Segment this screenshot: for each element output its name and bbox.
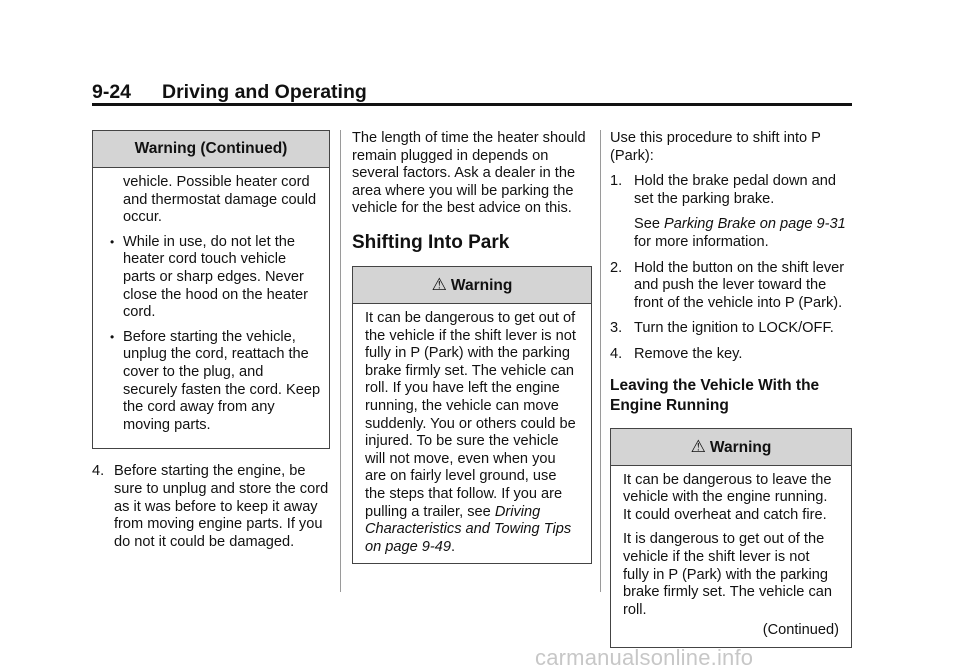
step-text: Remove the key.	[634, 345, 743, 362]
warning-box-body	[611, 466, 851, 647]
step-number: 4.	[92, 463, 105, 480]
warning-text: It is dangerous to get out of the vehicle if the shift lever is not fully in P (Park) with the parking brake firmly set. The vehicle can roll.	[623, 531, 832, 618]
warning-label: Warning	[450, 276, 513, 294]
warning-box-heading	[353, 267, 591, 304]
cross-reference: Driving Characteristics and Towing Tips on page 9-49	[365, 503, 572, 555]
watermark: carmanualsonline.info	[535, 645, 754, 670]
see-label: See	[634, 216, 665, 233]
section-title: Shifting Into Park	[352, 231, 510, 253]
column-divider	[340, 130, 341, 592]
step-see-also	[634, 216, 852, 251]
warning-triangle-icon: ⚠	[431, 274, 447, 294]
step-item	[610, 320, 852, 338]
see-tail: for more information.	[634, 233, 769, 250]
warning-triangle-icon: ⚠	[690, 436, 706, 456]
bullet-text: Before starting the vehicle, unplug the cord, reattach the cover to the plug, and securely fasten the cord. Keep the cord away from any moving parts.	[123, 328, 321, 433]
continued-label: (Continued)	[762, 622, 839, 639]
cross-reference: Parking Brake on page 9-31	[664, 216, 846, 233]
step-number: 4.	[610, 345, 623, 362]
page-number: 9-24	[92, 81, 132, 103]
step-item	[610, 173, 852, 251]
warning-bullet	[110, 233, 321, 322]
page-header	[92, 80, 852, 104]
warning-bullet	[110, 328, 321, 435]
step-item	[92, 463, 330, 551]
column-3	[610, 130, 852, 648]
intro-paragraph: Use this procedure to shift into P (Park):	[610, 130, 821, 164]
chapter-title: Driving and Operating	[162, 81, 367, 103]
step-text: Hold the button on the shift lever and push the lever toward the front of the vehicle into P (Park).	[634, 259, 845, 311]
step-number: 2.	[610, 259, 623, 276]
intro-paragraph: The length of time the heater should remain plugged in depends on several factors. Ask a dealer in the area where you will be parking the vehicle for the best advice on this.	[352, 130, 586, 217]
column-divider	[600, 130, 601, 592]
warning-text-main: It can be dangerous to get out of the vehicle if the shift lever is not fully in P (Park) with the parking brake firmly set. The vehicle can roll. If you have left the engine running, the vehicle can move suddenly. You or others could be injured. To be sure the vehicle will not move, even when you are on fairly level ground, use the steps that follow. If you are pulling a trailer, see	[365, 309, 576, 520]
step-number: 1.	[610, 173, 623, 190]
bullet-icon: •	[110, 234, 115, 249]
step-text: Before starting the engine, be sure to unplug and store the cord as it was before to keep it away from moving engine parts. If you do not it could be damaged.	[114, 463, 329, 550]
step-number: 3.	[610, 320, 623, 337]
warning-box	[352, 266, 592, 564]
warning-box-body	[353, 304, 591, 563]
warning-text-end: .	[451, 538, 456, 555]
step-item	[610, 346, 852, 364]
warning-label: Warning	[709, 438, 772, 456]
warning-box-continued	[92, 130, 330, 449]
header-rule	[92, 103, 852, 106]
warning-box-heading	[611, 429, 851, 466]
warning-box	[610, 428, 852, 648]
bullet-text: While in use, do not let the heater cord touch vehicle parts or sharp edges. Never close the hood on the heater cord.	[123, 233, 308, 321]
subsection-title: Leaving the Vehicle With the Engine Running	[610, 376, 820, 414]
step-text: Hold the brake pedal down and set the parking brake.	[634, 173, 837, 207]
warning-text: vehicle. Possible heater cord and thermostat damage could occur.	[123, 174, 317, 226]
warning-box-body	[93, 168, 329, 448]
step-item	[610, 260, 852, 313]
column-2	[352, 130, 592, 564]
step-text: Turn the ignition to LOCK/OFF.	[634, 320, 834, 337]
warning-box-heading: Warning (Continued)	[93, 131, 329, 168]
warning-text: It can be dangerous to leave the vehicle with the engine running. It could overheat and catch fire.	[623, 471, 832, 523]
column-1	[92, 130, 330, 559]
warning-text	[365, 310, 579, 556]
bullet-icon: •	[110, 329, 115, 344]
